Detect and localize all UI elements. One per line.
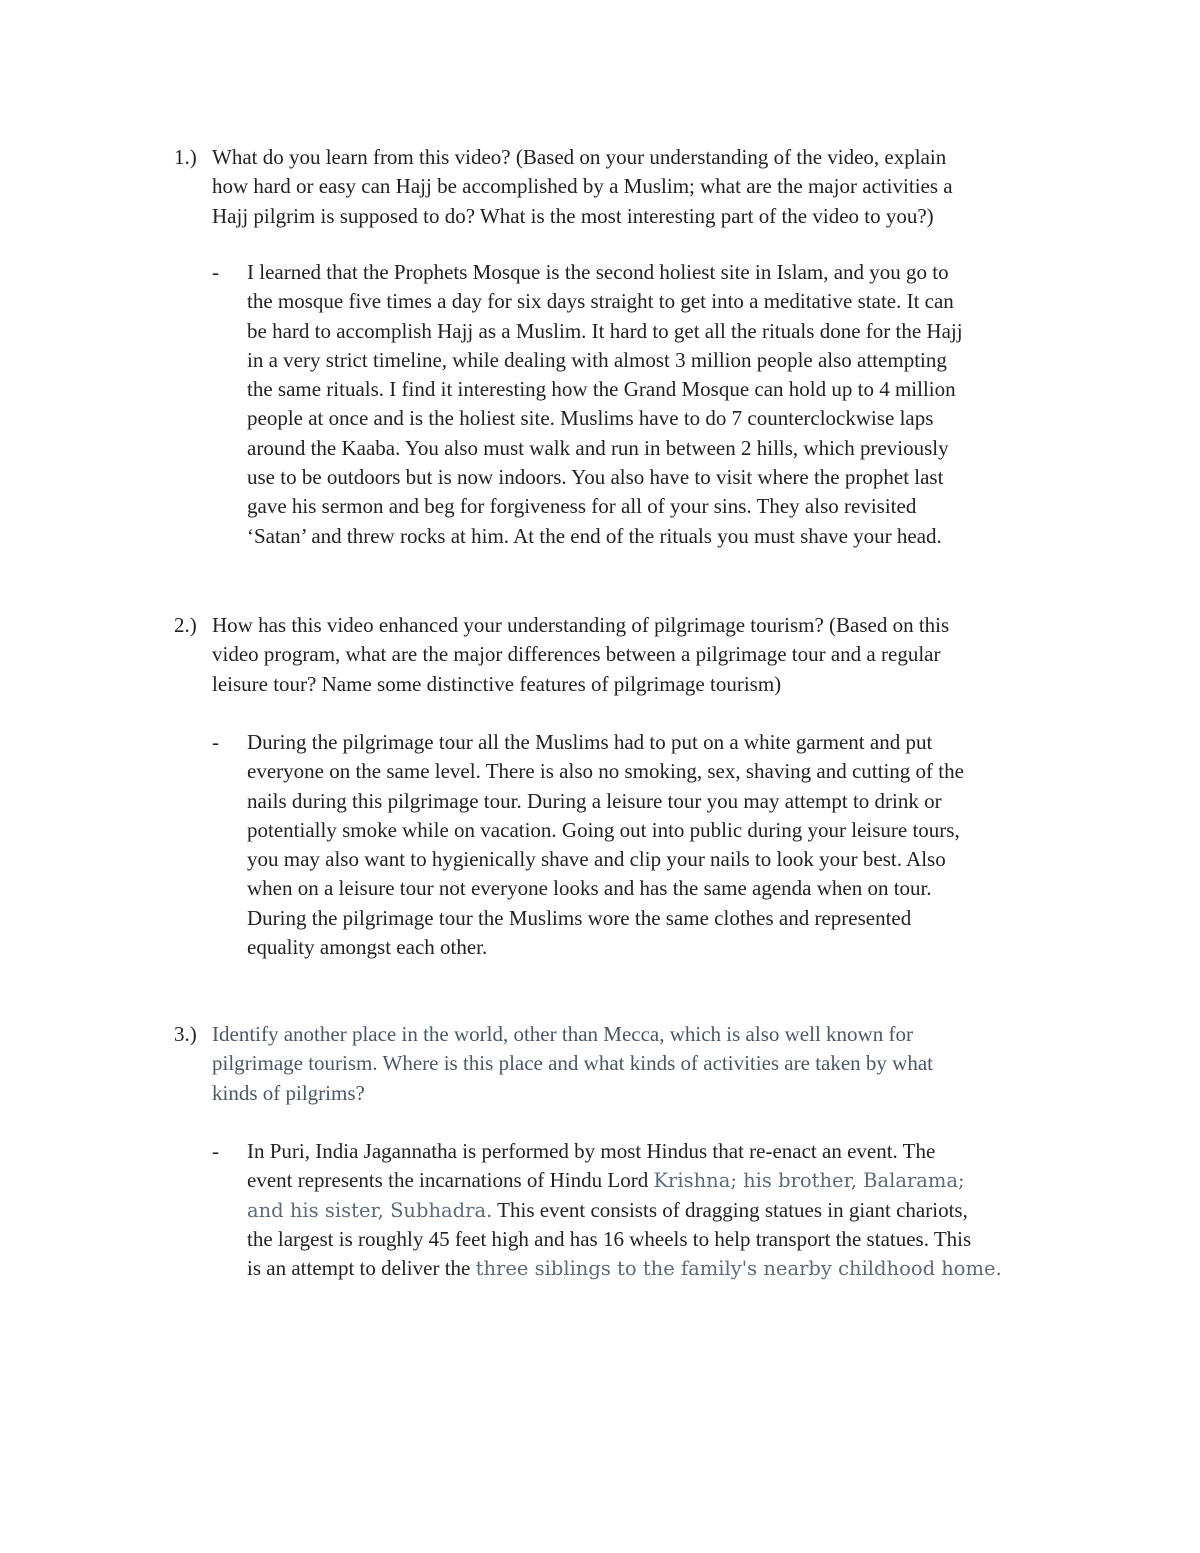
bullet-dash: - (212, 730, 219, 754)
answer-3 (212, 1137, 1072, 1283)
answer-line: use to be outdoors but is now indoors. You also have to visit where the prophet last (247, 465, 944, 490)
answer-line: gave his sermon and beg for forgiveness for all of your sins. They also revisited (247, 494, 917, 519)
question-2 (174, 611, 1074, 699)
answer-1 (212, 258, 1072, 551)
answer-line: potentially smoke while on vacation. Going out into public during your leisure tours, (247, 817, 960, 842)
answer-line (247, 1166, 1072, 1195)
answer-line: nails during this pilgrimage tour. During a leisure tour you may attempt to drink or (247, 788, 942, 813)
answer-line (247, 1225, 1072, 1254)
question-text (212, 143, 1074, 231)
answer-line: when on a leisure tour not everyone looks and has the same agenda when on tour. (247, 876, 932, 901)
answer-line: you may also want to hygienically shave and clip your nails to look your best. Also (247, 847, 946, 872)
answer-segment-highlighted: three siblings to the family's nearby childhood home. (475, 1257, 1002, 1281)
answer-segment-highlighted: and his sister, Subhadra. (247, 1198, 493, 1222)
answer-line (247, 1254, 1072, 1283)
answer-line (247, 1137, 1072, 1166)
answer-line: equality amongst each other. (247, 935, 488, 960)
bullet-dash: - (212, 1139, 219, 1163)
answer-segment: In Puri, India Jagannatha is performed by most Hindus that re-enact an event. The (247, 1139, 936, 1163)
answer-line: everyone on the same level. There is also no smoking, sex, shaving and cutting of the (247, 759, 964, 784)
question-number: 1.) (174, 145, 197, 169)
question-line: pilgrimage tourism. Where is this place and what kinds of activities are taken by what (212, 1051, 933, 1076)
question-1 (174, 143, 1074, 231)
answer-line: During the pilgrimage tour all the Muslims had to put on a white garment and put (247, 730, 933, 754)
question-line: Hajj pilgrim is supposed to do? What is the most interesting part of the video to you?) (212, 203, 934, 228)
question-line: how hard or easy can Hajj be accomplished by a Muslim; what are the major activities a (212, 174, 953, 199)
answer-line: I learned that the Prophets Mosque is the second holiest site in Islam, and you go to (247, 260, 949, 284)
answer-text (247, 258, 1072, 551)
question-number: 3.) (174, 1022, 197, 1046)
question-line: leisure tour? Name some distinctive features of pilgrimage tourism) (212, 671, 782, 696)
question-line: video program, what are the major differences between a pilgrimage tour and a regular (212, 642, 941, 667)
question-3 (174, 1020, 1074, 1108)
question-line: Identify another place in the world, other than Mecca, which is also well known for (212, 1022, 913, 1046)
answer-line: in a very strict timeline, while dealing with almost 3 million people also attempting (247, 347, 947, 372)
answer-segment: This event consists of dragging statues in giant chariots, (492, 1197, 968, 1222)
question-text (212, 611, 1074, 699)
answer-segment: is an attempt to deliver the (247, 1256, 476, 1281)
answer-line: be hard to accomplish Hajj as a Muslim. It hard to get all the rituals done for the Hajj (247, 318, 963, 343)
question-text (212, 1020, 1074, 1108)
answer-line: the same rituals. I find it interesting how the Grand Mosque can hold up to 4 million (247, 377, 956, 402)
answer-line: ‘Satan’ and threw rocks at him. At the end of the rituals you must shave your head. (247, 523, 942, 548)
answer-line (247, 1196, 1072, 1225)
answer-line: the mosque five times a day for six days straight to get into a meditative state. It can (247, 289, 954, 314)
question-line: kinds of pilgrims? (212, 1080, 365, 1105)
answer-line: people at once and is the holiest site. Muslims have to do 7 counterclockwise laps (247, 406, 934, 431)
answer-segment: event represents the incarnations of Hindu Lord (247, 1168, 654, 1193)
bullet-dash: - (212, 260, 219, 284)
question-number: 2.) (174, 613, 197, 637)
answer-segment-highlighted: Krishna; his brother, Balarama; (653, 1169, 965, 1193)
question-line: What do you learn from this video? (Based on your understanding of the video, explain (212, 145, 947, 169)
answer-line: around the Kaaba. You also must walk and run in between 2 hills, which previously (247, 435, 949, 460)
answer-2 (212, 728, 1072, 962)
answer-text (247, 728, 1072, 962)
question-line: How has this video enhanced your understanding of pilgrimage tourism? (Based on this (212, 613, 950, 637)
answer-segment: the largest is roughly 45 feet high and has 16 wheels to help transport the statues. This (247, 1226, 972, 1251)
answer-line: During the pilgrimage tour the Muslims wore the same clothes and represented (247, 905, 912, 930)
answer-text (247, 1137, 1072, 1283)
